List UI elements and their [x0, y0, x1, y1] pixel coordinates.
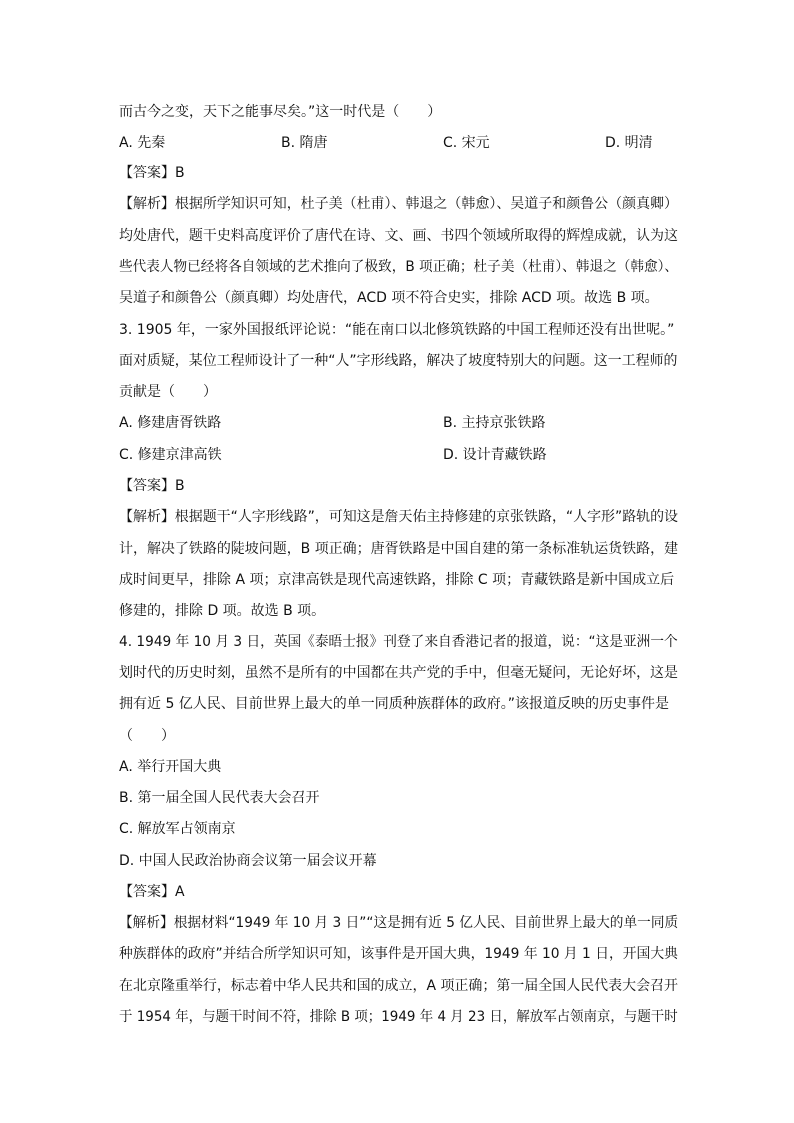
- q2-answer: 【答案】B: [119, 165, 185, 181]
- q4-stem-line: 4. 1949 年 10 月 3 日，英国《泰晤士报》刊登了来自香港记者的报道，说：“这是亚洲一个: [119, 634, 678, 650]
- q4-analysis-line: 在北京隆重举行，标志着中华人民共和国的成立，A 项正确；第一届全国人民代表大会召开: [119, 978, 679, 994]
- q3-analysis-line: 计，解决了铁路的陡坡问题，B 项正确；唐胥铁路是中国自建的第一条标准轨运货铁路，建: [119, 541, 679, 557]
- q2-option-a: A. 先秦: [119, 135, 166, 151]
- q2-stem-tail: 而古今之变，天下之能事尽矣。”这一时代是（ ）: [119, 104, 442, 120]
- q3-stem-line: 3. 1905 年，一家外国报纸评论说：“能在南口以北修筑铁路的中国工程师还没有出世呢。”: [119, 322, 675, 338]
- q2-analysis-line: 【解析】根据所学知识可知，杜子美（杜甫）、韩退之（韩愈）、吴道子和颜鲁公（颜真卿）: [119, 196, 678, 212]
- q2-analysis-line: 吴道子和颜鲁公（颜真卿）均处唐代，ACD 项不符合史实，排除 ACD 项。故选 B 项。: [119, 290, 659, 306]
- q4-option-c: C. 解放军占领南京: [119, 821, 236, 837]
- q3-stem-line: 贡献是（ ）: [119, 384, 217, 400]
- q4-option-d: D. 中国人民政治协商会议第一届会议开幕: [119, 853, 377, 869]
- q4-stem-line: （ ）: [119, 728, 175, 744]
- q2-option-d: D. 明清: [605, 135, 653, 151]
- q4-option-a: A. 举行开国大典: [119, 759, 222, 775]
- q3-option-c: C. 修建京津高铁: [119, 447, 222, 463]
- q4-stem-line: 拥有近 5 亿人民、目前世界上最大的单一同质种族群体的政府。”该报道反映的历史事件是: [119, 696, 670, 712]
- q2-option-b: B. 隋唐: [281, 135, 328, 151]
- q4-analysis-line: 【解析】根据材料“1949 年 10 月 3 日”“这是拥有近 5 亿人民、目前世界上最大的单一同质: [119, 915, 679, 931]
- q2-analysis-line: 均处唐代，题干史料高度评价了唐代在诗、文、画、书四个领域所取得的辉煌成就，认为这: [119, 228, 678, 244]
- q2-option-c: C. 宋元: [443, 135, 490, 151]
- q4-stem-line: 划时代的历史时刻，虽然不是所有的中国都在共产党的手中，但毫无疑问，无论好坏，这是: [119, 665, 678, 681]
- q3-stem-line: 面对质疑，某位工程师设计了一种“人”字形线路，解决了坡度特别大的问题。这一工程师的: [119, 353, 678, 369]
- q4-analysis-line: 于 1954 年，与题干时间不符，排除 B 项；1949 年 4 月 23 日，解放军占领南京，与题干时: [119, 1009, 678, 1025]
- q3-answer: 【答案】B: [119, 478, 185, 494]
- q4-option-b: B. 第一届全国人民代表大会召开: [119, 790, 320, 806]
- q4-answer: 【答案】A: [119, 884, 185, 900]
- q3-option-a: A. 修建唐胥铁路: [119, 415, 222, 431]
- q3-analysis-line: 【解析】根据题干“人字形线路”，可知这是詹天佑主持修建的京张铁路，“人字形”路轨的设: [119, 509, 678, 525]
- q4-analysis-line: 种族群体的政府”并结合所学知识可知，该事件是开国大典，1949 年 10 月 1 日，开国大典: [119, 946, 678, 962]
- q3-analysis-line: 成时间更早，排除 A 项；京津高铁是现代高速铁路，排除 C 项；青藏铁路是新中国成立后: [119, 572, 675, 588]
- q2-analysis-line: 些代表人物已经将各自领域的艺术推向了极致，B 项正确；杜子美（杜甫）、韩退之（韩愈）、: [119, 259, 679, 275]
- q3-option-d: D. 设计青藏铁路: [443, 447, 547, 463]
- q3-analysis-line: 修建的，排除 D 项。故选 B 项。: [119, 603, 326, 619]
- q3-option-b: B. 主持京张铁路: [443, 415, 546, 431]
